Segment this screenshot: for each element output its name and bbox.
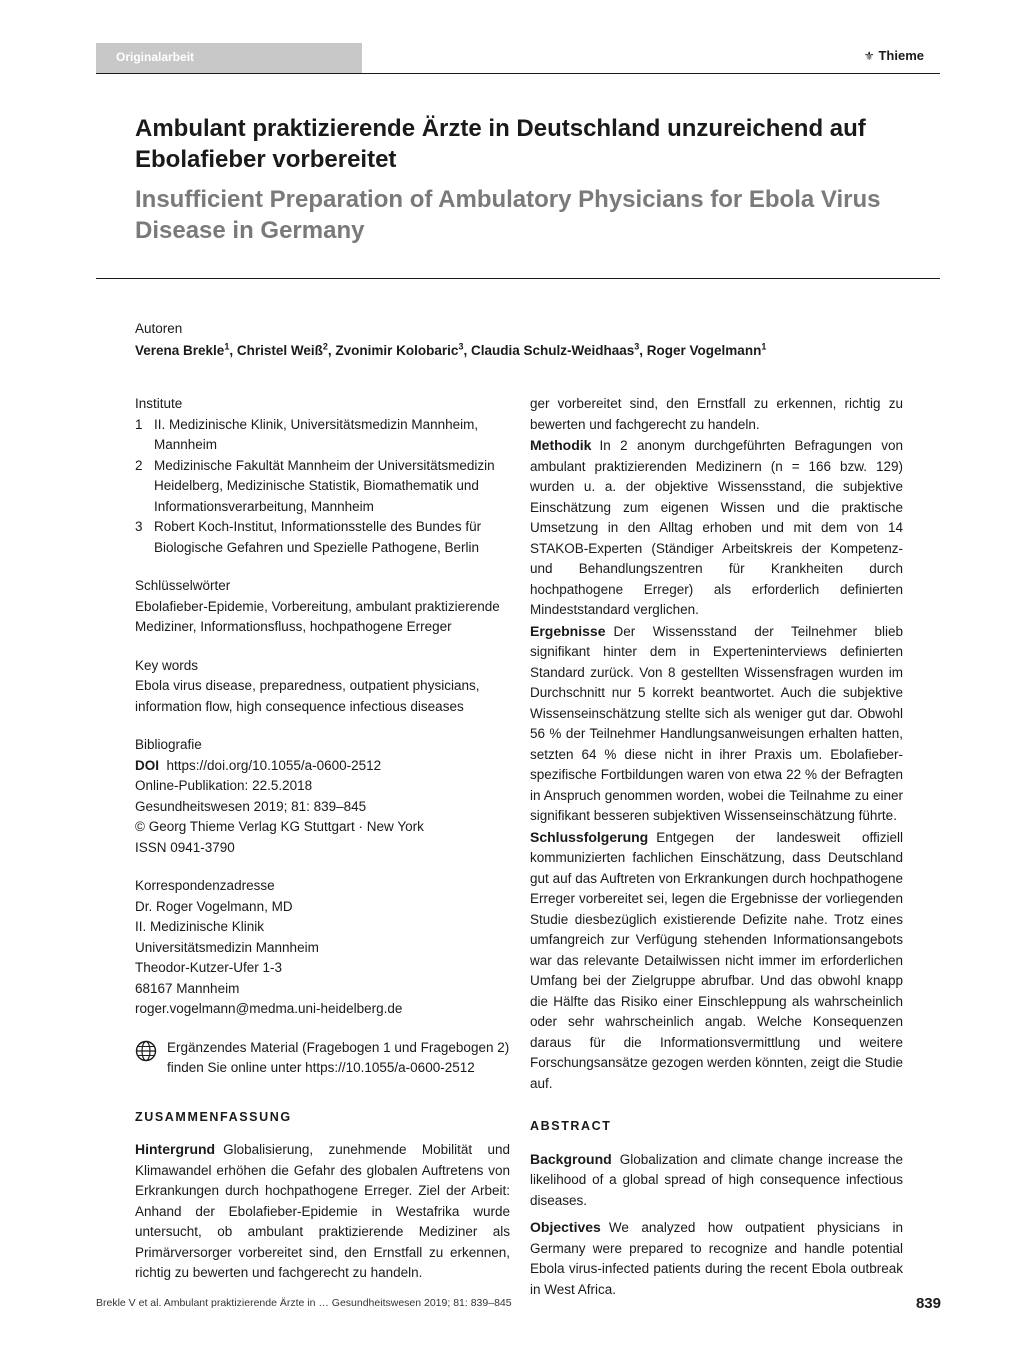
institute-item: 1 II. Medizinische Klinik, Universitätsmedizin Mannheim, Mannheim (135, 416, 479, 452)
publisher-name: Thieme (878, 48, 924, 63)
email-link[interactable]: roger.vogelmann@medma.uni-heidelberg.de (135, 1001, 403, 1016)
publisher-logo (864, 48, 924, 63)
title-english: Insufficient Preparation of Ambulatory Physicians for Ebola Virus Disease in Germany (135, 186, 881, 244)
hintergrund-continued: ger vorbereitet sind, den Ernstfall zu erkennen, richtig zu bewerten und fachgerecht zu handeln. (530, 396, 903, 432)
correspondence-label: Korrespondenzadresse (135, 878, 275, 893)
institutes-label: Institute (135, 396, 183, 411)
author: Christel Weiß$^2$, (236, 341, 336, 358)
author: Roger Vogelmann$^1$ (646, 341, 767, 358)
header-divider (96, 73, 940, 74)
keywords-english-block: Key words Ebola virus disease, preparedness, outpatient physicians, information flow, high consequence infectious diseases (135, 656, 510, 718)
schlussfolgerung-paragraph: Schlussfolgerung Entgegen der landesweit offiziell kommunizierten fachlichen Einschätzung, dass Deutschland gut auf das Auftreten von Erkrankungen durch hochpathogene Erreger vorbereitet sei, legen die Ergebnisse der vorliegenden Studie diesbezüglich existierende Defizite nahe. Trotz eines umfangreich zur Verfügung stehenden Informationsangebots war das relevante Detailwissen nicht immer im erforderlichen Umfang bei der Zielgruppe abrufbar. Und das obwohl knapp die Hälfte das Risiko einer Einschleppung als wahrscheinlich oder sehr wahrscheinlich angab. Welche Konsequenzen daraus für die Informationsvermittlung und weitere Forschungsansätze gezogen werden könnten, zeigt die Studie auf. (530, 828, 903, 1091)
institute-item: 2 Medizinische Fakultät Mannheim der Universitätsmedizin Heidelberg, Medizinische Statistik, Biomathematik und Informationsverarbeitung, Mannheim (135, 457, 495, 514)
bibliography-label: Bibliografie (135, 737, 202, 752)
doi-link[interactable]: https://doi.org/10.1055/a-0600-2512 (166, 757, 382, 773)
title-german: Ambulant praktizierende Ärzte in Deutschland unzureichend auf Ebolafieber vorbereitet (135, 115, 866, 173)
globe-icon (135, 1040, 157, 1062)
right-column (530, 394, 903, 1300)
authors-list (135, 341, 766, 358)
supplementary-material: Ergänzendes Material (Fragebogen 1 und Fragebogen 2) finden Sie online unter https://10.1055/a-0600-2512 (135, 1038, 510, 1079)
hintergrund-paragraph: Hintergrund Globalisierung, zunehmende Mobilität und Klimawandel erhöhen die Gefahr des globalen Auftretens von Erkrankungen durch hochpathogene Erreger. Ziel der Arbeit: Anhand der Ebolafieber-Epidemie in Westafrika wurde untersucht, ob ambulant praktizierende Mediziner als Primärversorger vorbereitet sind, den Ernstfall zu erkennen, richtig zu bewerten und fachgerecht zu handeln. (135, 1141, 510, 1280)
title-divider (96, 278, 940, 279)
zusammenfassung-heading: ZUSAMMENFASSUNG (135, 1109, 292, 1124)
background-paragraph: Background Globalization and climate change increase the likelihood of a global spread of high consequence infectious diseases. (530, 1150, 903, 1208)
footer-citation: Brekle V et al. Ambulant praktizierende Ärzte in … Gesundheitswesen 2019; 81: 839–845 (96, 1297, 512, 1309)
author: Verena Brekle$^1$, (135, 341, 237, 358)
doi-line: DOI https://doi.org/10.1055/a-0600-2512 (135, 757, 382, 773)
methodik-paragraph: Methodik In 2 anonym durchgeführten Befragungen von ambulant praktizierenden Medizinern (n = 166 bzw. 129) wurden u. a. der objektive Wissensstand, die subjektive Einschätzung zum eigenen Wissen und die praktische Umsetzung in den Alltag erhoben und mit dem von 14 STAKOB-Experten (Ständiger Arbeitskreis der Kompetenz- und Behandlungszentren für Krankheiten durch hochpathogene Erreger) als erforderlich definierten Mindeststandard verglichen. (530, 437, 903, 617)
ergebnisse-paragraph: Ergebnisse Der Wissensstand der Teilnehmer blieb signifikant hinter dem in Experteninterviews definierten Standard zurück. Von 8 gestellten Wissensfragen wurden im Durchschnitt nur 5 korrekt beantwortet. Auch die subjektive Wissenseinschätzung stellte sich als weniger gut dar. Obwohl 56 % der Teilnehmer Handlungsanweisungen erhalten hatten, setzten 64 % diese nicht in ihrer Praxis um. Ebolafieber-spezifische Fortbildungen waren von etwa 22 % der Befragten in Anspruch genommen worden, wobei die Teilnahme zu einer signifikant besseren subjektiven Wissenseinschätzung führte. (530, 622, 903, 823)
supplementary-link[interactable]: finden Sie online unter https://10.1055/a-0600-2512 (167, 1060, 475, 1075)
authors-label: Autoren (135, 321, 183, 336)
thieme-logo-icon: ⚜ (863, 48, 875, 63)
page-number: 839 (915, 1295, 941, 1312)
keywords-english-label: Key words (135, 657, 199, 673)
left-column (135, 394, 510, 1280)
author: Claudia Schulz-Weidhaas$^3$, (470, 341, 647, 358)
keywords-german-block: Schlüsselwörter Ebolafieber-Epidemie, Vorbereitung, ambulant praktizierende Mediziner, Informationsfluss, hochpathogene Erreger (135, 576, 510, 638)
section-label: Originalarbeit (116, 50, 195, 64)
abstract-heading: ABSTRACT (530, 1119, 612, 1133)
keywords-german-label: Schlüsselwörter (135, 578, 231, 593)
objectives-paragraph: Objectives We analyzed how outpatient physicians in Germany were prepared to recognize and handle potential Ebola virus-infected patients during the recent Ebola outbreak in West Africa. (530, 1219, 903, 1297)
institute-item: 3 Robert Koch-Institut, Informationsstelle des Bundes für Biologische Gefahren und Spezielle Pathogene, Berlin (135, 519, 482, 555)
bibliography-block: Bibliografie DOI https://doi.org/10.1055/a-0600-2512 Online-Publikation: 22.5.2018 Gesundheitswesen 2019; 81: 839–845 © Georg Thieme Verlag KG Stuttgart · New York ISSN 0941-3790 (135, 735, 510, 858)
correspondence-block: Korrespondenzadresse Dr. Roger Vogelmann, MD II. Medizinische Klinik Universitätsmedizin Mannheim Theodor-Kutzer-Ufer 1-3 68167 Mannheim roger.vogelmann@medma.uni-heidelberg.de (135, 876, 510, 1020)
institutes-block (135, 394, 510, 558)
author: Zvonimir Kolobaric$^3$, (335, 341, 471, 358)
